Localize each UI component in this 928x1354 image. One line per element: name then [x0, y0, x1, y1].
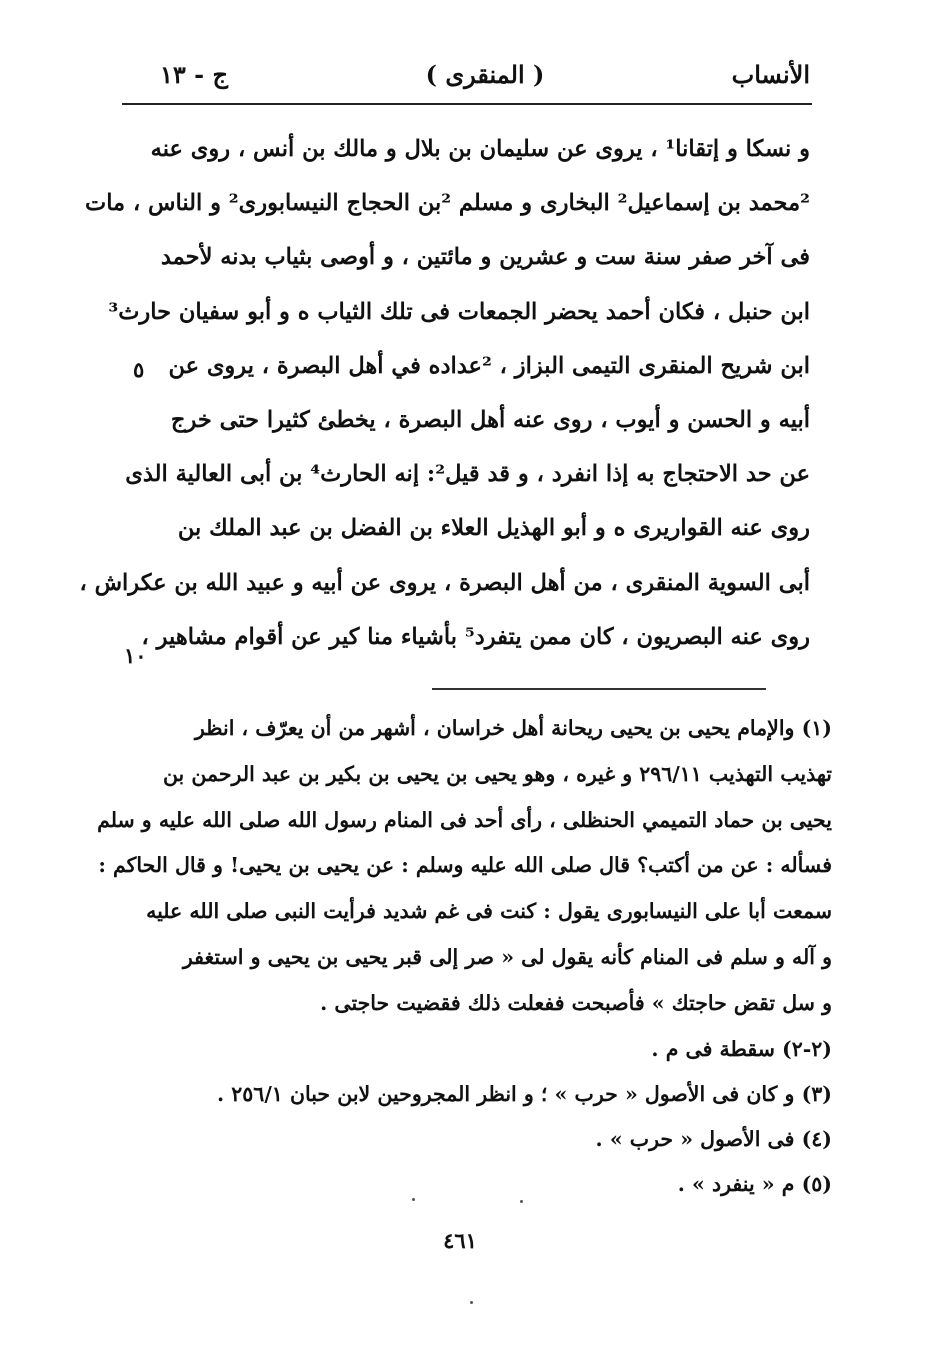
page-number: ٤٦١	[443, 1228, 477, 1253]
line-number-10: ١٠	[124, 643, 147, 668]
text-line: عن حد الاحتجاج به إذا انفرد ، و قد قيل²: إنه الحارث⁴ بن أبى العالية الذى	[125, 461, 810, 488]
text-line: فى آخر صفر سنة ست و عشرين و مائتين ، و أوصى بثياب بدنه لأحمد	[160, 244, 810, 271]
footnotes	[97, 706, 832, 1207]
print-speck	[520, 1200, 523, 1203]
footnote-line: سمعت أبا على النيسابورى يقول : كنت فى غم شديد فرأيت النبى صلى الله عليه	[146, 899, 832, 924]
volume-label: ج - ١٣	[160, 60, 228, 89]
text-line: ²محمد بن إسماعيل² البخارى و مسلم ²بن الحجاج النيسابورى² و الناس ، مات	[85, 190, 810, 217]
footnote-line: تهذيب التهذيب ٢٩٦/١١ و غيره ، وهو يحيى بن يحيى بن بكير بن عبد الرحمن بن	[162, 761, 832, 786]
main-text	[79, 122, 810, 664]
text-line: أبيه و الحسن و أيوب ، روى عنه أهل البصرة ، يخطئ كثيرا حتى خرج	[170, 406, 810, 433]
footnote-line: فسأله : عن من أكتب؟ قال صلى الله عليه وسلم : عن يحيى بن يحيى! و قال الحاكم :	[98, 853, 832, 878]
running-header	[160, 58, 810, 94]
footnote-line: (٤) فى الأصول « حرب » .	[595, 1126, 832, 1151]
print-speck	[470, 1301, 473, 1304]
footnote-rule	[432, 688, 766, 690]
footnote-line: (٣) و كان فى الأصول « حرب » ؛ و انظر المجروحين لابن حبان ٢٥٦/١ .	[217, 1081, 832, 1106]
text-line: و نسكا و إتقانا¹ ، يروى عن سليمان بن بلال و مالك بن أنس ، روى عنه	[150, 136, 810, 162]
header-rule	[122, 103, 812, 105]
footnote-line: (٥) م « ينفرد » .	[677, 1171, 832, 1196]
footnote-line: يحيى بن حماد التميمي الحنظلى ، رأى أحد فى المنام رسول الله صلى الله عليه و سلم	[97, 807, 832, 832]
text-line: ابن شريح المنقرى التيمى البزاز ، ²عداده في أهل البصرة ، يروى عن	[168, 352, 810, 379]
footnote-line: (١) والإمام يحيى بن يحيى ريحانة أهل خراسان ، أشهر من أن يعرّف ، انظر	[194, 716, 832, 740]
text-line: أبى السوية المنقرى ، من أهل البصرة ، يروى عن أبيه و عبيد الله بن عكراش ،	[79, 569, 810, 596]
print-speck	[412, 1198, 415, 1201]
line-number-5: ٥	[133, 357, 145, 382]
section-title: ( المنقرى )	[425, 60, 545, 89]
footnote-line: (٢-٢) سقطة فى م .	[651, 1036, 832, 1061]
footnote-line: و سل تقض حاجتك » فأصبحت ففعلت ذلك فقضيت حاجتى .	[320, 990, 832, 1015]
text-line: روى عنه القواريرى ه و أبو الهذيل العلاء بن الفضل بن عبد الملك بن	[177, 515, 810, 542]
footnote-line: و آله و سلم فى المنام كأنه يقول لى « صر إلى قبر يحيى بن يحيى و استغفر	[182, 944, 832, 969]
book-title: الأنساب	[731, 60, 810, 89]
text-line: روى عنه البصريون ، كان ممن يتفرد⁵ بأشياء منا كير عن أقوام مشاهير ،	[141, 623, 810, 650]
text-line: ابن حنبل ، فكان أحمد يحضر الجمعات فى تلك الثياب ه و أبو سفيان حارث³	[108, 298, 810, 325]
